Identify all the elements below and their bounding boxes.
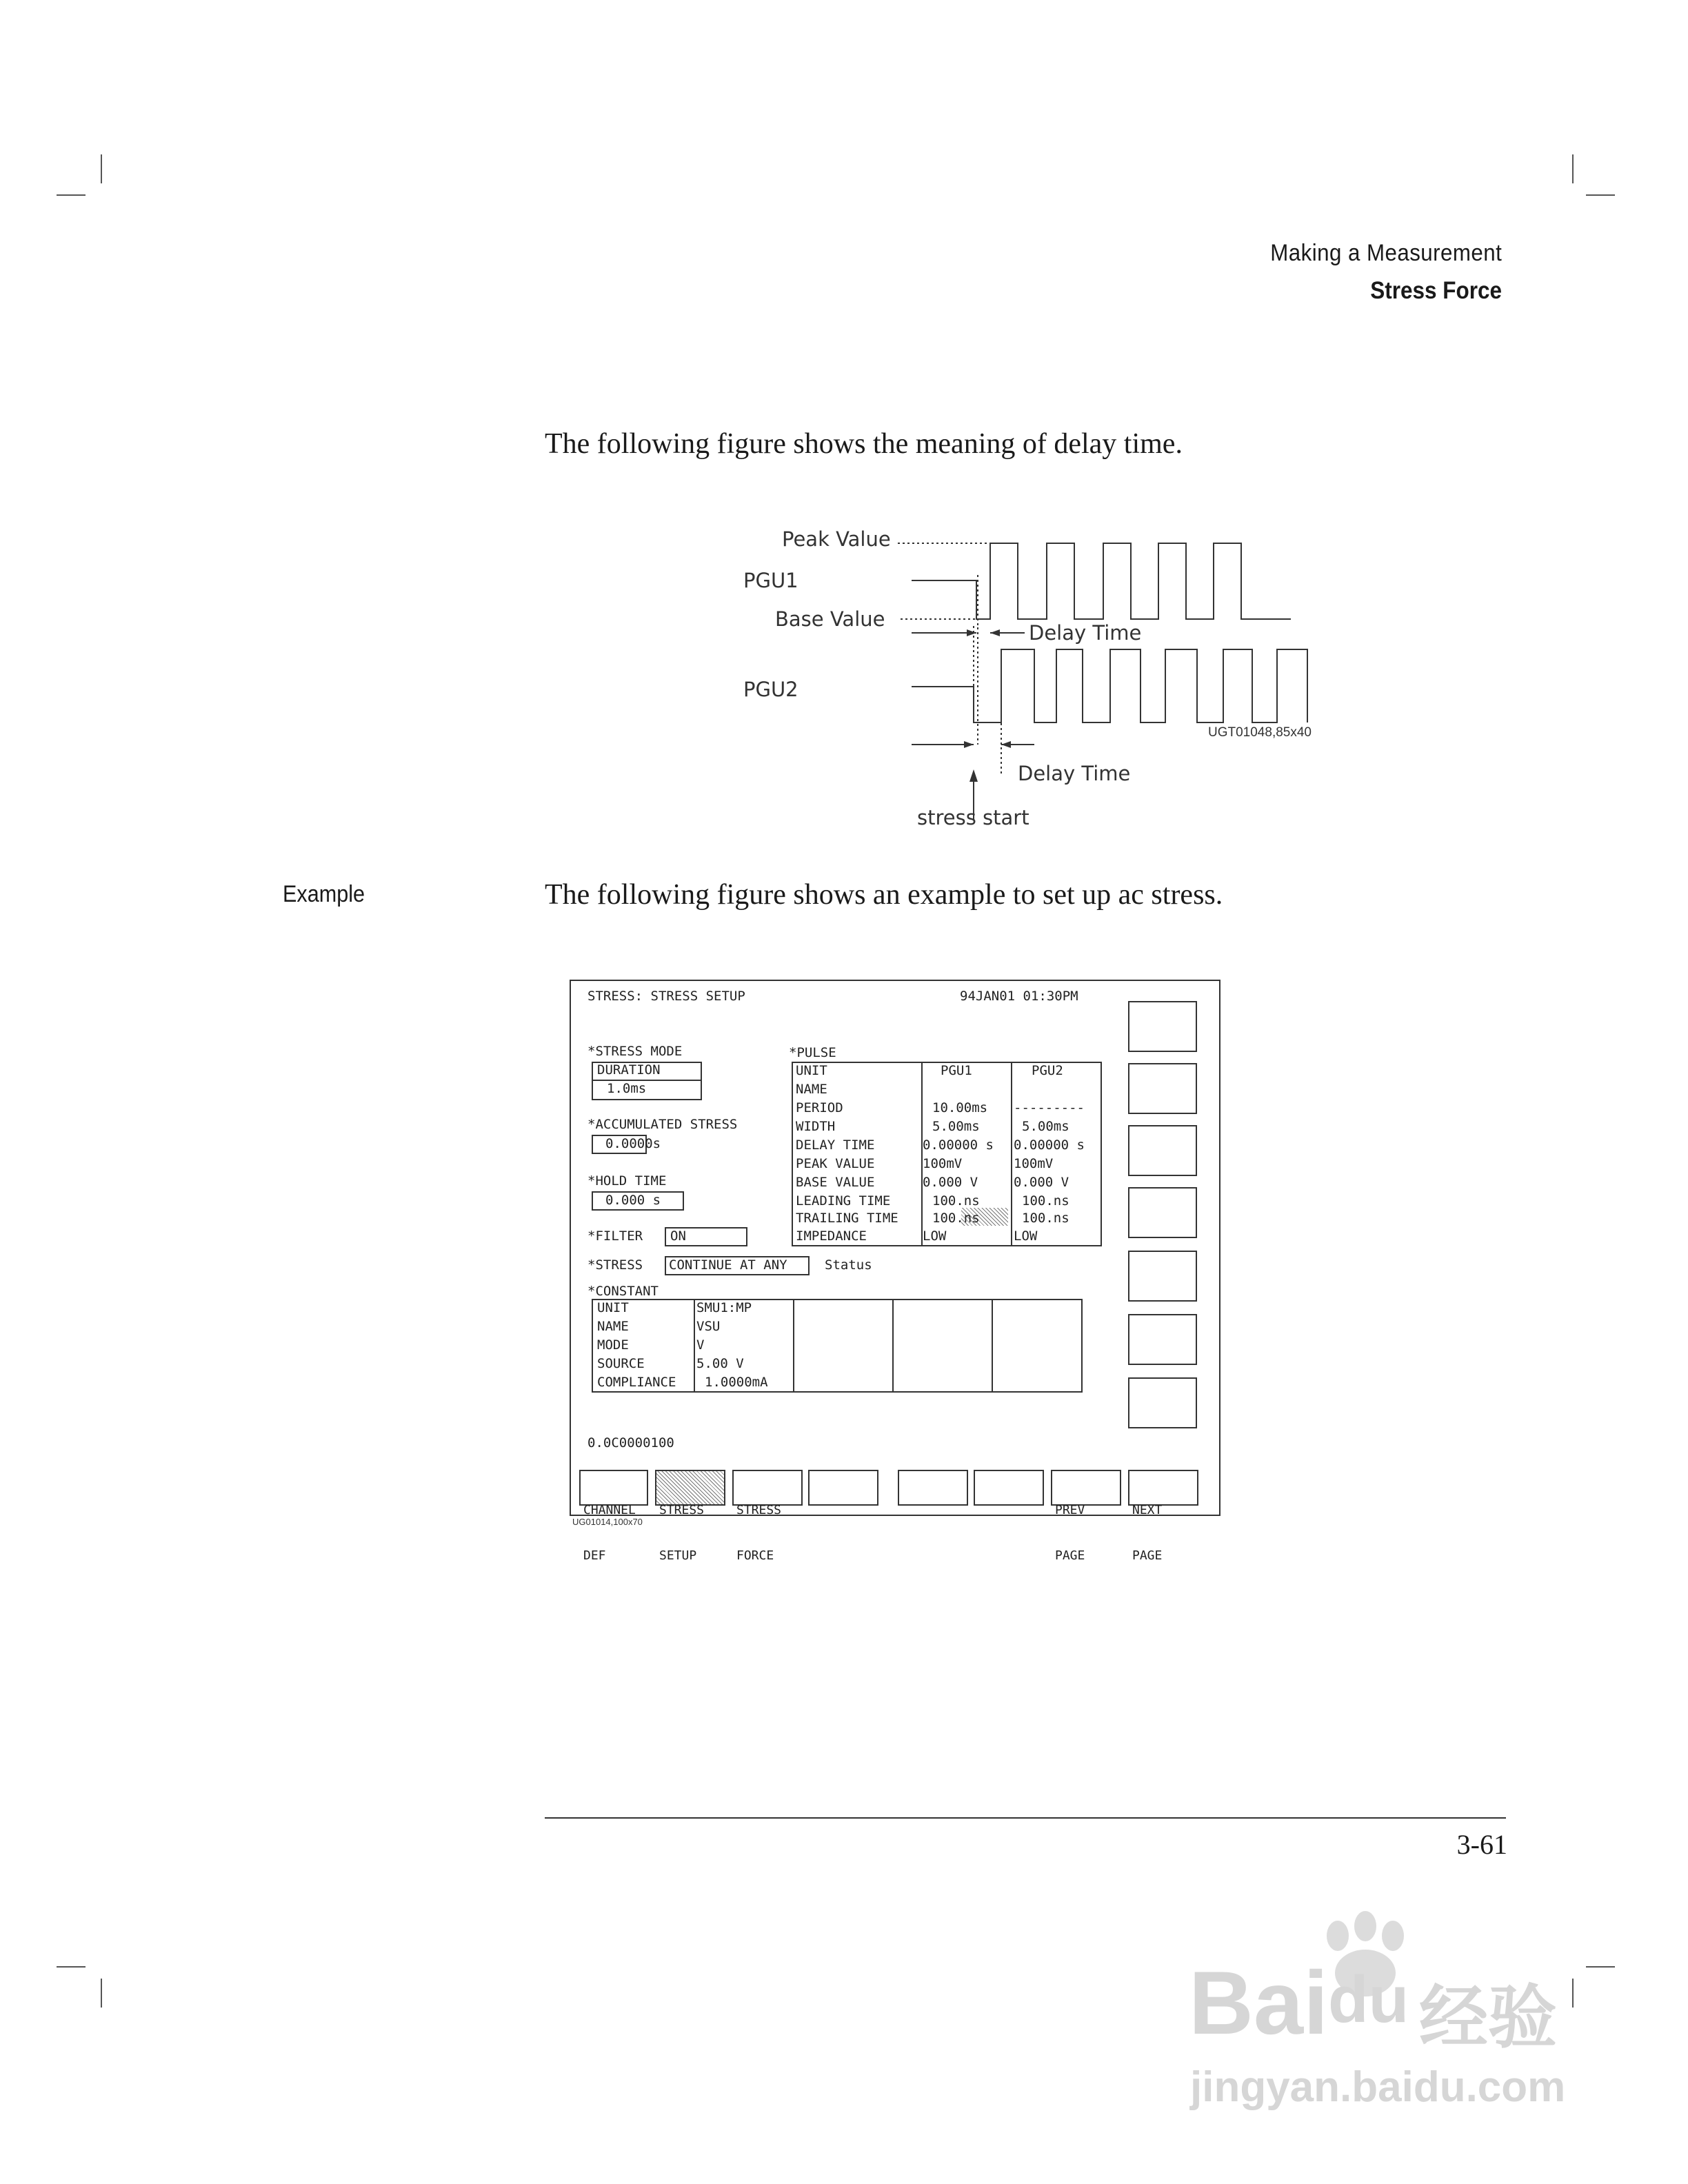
pulse-row-pgu2[interactable]: 100.ns bbox=[1022, 1193, 1069, 1209]
filter-value: ON bbox=[670, 1228, 686, 1244]
constant-row-label: SOURCE bbox=[597, 1356, 645, 1371]
crop-mark-bl-h bbox=[57, 1966, 86, 1968]
filter-label: *FILTER bbox=[587, 1228, 643, 1244]
stress-force-label-1: STRESS bbox=[736, 1503, 782, 1517]
stress-setup-label-2: SETUP bbox=[659, 1548, 697, 1563]
delay-time-diagram bbox=[731, 517, 1324, 841]
stress-setup-label-1: STRESS bbox=[659, 1503, 705, 1517]
crop-mark-tr-h bbox=[1586, 194, 1615, 196]
side-softkey-3[interactable] bbox=[1128, 1125, 1197, 1176]
pgu1-label: PGU1 bbox=[743, 569, 798, 592]
pgu1-waveform bbox=[912, 543, 1291, 619]
prev-page-label-1: PREV bbox=[1055, 1503, 1085, 1517]
stress-setup-softkey[interactable] bbox=[655, 1470, 725, 1563]
screen-figure-id: UG01014,100x70 bbox=[572, 1517, 643, 1527]
pulse-row-pgu1[interactable]: 100mV bbox=[923, 1156, 963, 1171]
pulse-row-pgu2[interactable]: LOW bbox=[1014, 1228, 1038, 1244]
example-intro-paragraph: The following figure shows an example to set up ac stress. bbox=[545, 879, 1223, 911]
stress-force-label-2: FORCE bbox=[736, 1548, 774, 1563]
accumulated-stress-label: *ACCUMULATED STRESS bbox=[587, 1117, 738, 1132]
hold-time-label: *HOLD TIME bbox=[587, 1173, 667, 1189]
crop-mark-bl-v bbox=[101, 1979, 102, 2008]
next-page-label-1: NEXT bbox=[1132, 1503, 1163, 1517]
watermark-chinese: 经验 bbox=[1419, 1977, 1557, 2058]
screen-datetime: 94JAN01 01:30PM bbox=[960, 989, 1078, 1004]
pulse-row-label: TRAILING TIME bbox=[796, 1211, 898, 1226]
constant-row-label: UNIT bbox=[597, 1300, 629, 1315]
pulse-row-pgu2[interactable]: --------- bbox=[1014, 1100, 1085, 1115]
watermark-url: jingyan.baidu.com bbox=[1190, 2063, 1566, 2111]
stress-start-label: stress start bbox=[917, 806, 1029, 829]
input-line[interactable]: 0.0C0000100 bbox=[587, 1435, 674, 1450]
page-number: 3-61 bbox=[1456, 1829, 1507, 1860]
pulse-row-pgu1[interactable]: 100.ns bbox=[932, 1211, 980, 1226]
constant-row-value[interactable]: V bbox=[696, 1337, 705, 1353]
header-section: Making a Measurement bbox=[1269, 240, 1502, 266]
example-label: Example bbox=[283, 881, 365, 907]
pulse-row-pgu1[interactable]: 0.00000 s bbox=[923, 1138, 994, 1153]
pulse-row-label: LEADING TIME bbox=[796, 1193, 891, 1209]
side-softkey-1[interactable] bbox=[1128, 1001, 1197, 1052]
header-subsection: Stress Force bbox=[1370, 277, 1502, 304]
side-softkey-6[interactable] bbox=[1128, 1314, 1197, 1365]
hold-time-value: 0.000 s bbox=[605, 1193, 661, 1208]
pulse-row-label: DELAY TIME bbox=[796, 1138, 875, 1153]
crop-mark-br-h bbox=[1586, 1966, 1615, 1968]
constant-row-value[interactable]: 5.00 V bbox=[696, 1356, 744, 1371]
constant-label: *CONSTANT bbox=[587, 1284, 659, 1299]
blank-softkey-2[interactable] bbox=[898, 1470, 968, 1506]
constant-row-value[interactable]: VSU bbox=[696, 1319, 721, 1334]
channel-def-label-2: DEF bbox=[583, 1548, 606, 1563]
pulse-row-pgu1: PGU1 bbox=[941, 1063, 972, 1078]
diagram-figure-id: UGT01048,85x40 bbox=[1208, 725, 1312, 740]
accumulated-stress-value: 0.0000s bbox=[605, 1136, 661, 1151]
pulse-row-pgu1[interactable]: 100.ns bbox=[932, 1193, 980, 1209]
constant-row-value[interactable]: 1.0000mA bbox=[705, 1375, 768, 1390]
pulse-row-pgu1[interactable]: LOW bbox=[923, 1228, 947, 1244]
next-page-softkey[interactable] bbox=[1128, 1470, 1198, 1563]
stress-value: CONTINUE AT ANY bbox=[669, 1257, 787, 1273]
crop-mark-br-v bbox=[1572, 1979, 1574, 2008]
crop-mark-tl-v bbox=[101, 154, 102, 183]
watermark-brand-2: du bbox=[1328, 1963, 1409, 2036]
pulse-row-pgu2[interactable]: 100.ns bbox=[1022, 1211, 1069, 1226]
pulse-row-pgu1[interactable]: 10.00ms bbox=[932, 1100, 988, 1115]
constant-row-label: MODE bbox=[597, 1337, 629, 1353]
prev-page-softkey[interactable] bbox=[1051, 1470, 1121, 1563]
base-value-label: Base Value bbox=[775, 607, 885, 631]
stress-force-softkey[interactable] bbox=[732, 1470, 803, 1563]
pulse-row-label: WIDTH bbox=[796, 1119, 836, 1134]
blank-softkey-3[interactable] bbox=[974, 1470, 1044, 1506]
pulse-row-pgu2[interactable]: 0.00000 s bbox=[1014, 1138, 1085, 1153]
pulse-row-label: PEAK VALUE bbox=[796, 1156, 875, 1171]
side-softkey-2[interactable] bbox=[1128, 1063, 1197, 1114]
screen-title: STRESS: STRESS SETUP bbox=[587, 989, 745, 1004]
pulse-row-pgu1[interactable]: 5.00ms bbox=[932, 1119, 980, 1134]
constant-row-label: COMPLIANCE bbox=[597, 1375, 676, 1390]
watermark-brand: Bai bbox=[1189, 1952, 1329, 2053]
crop-mark-tl-h bbox=[57, 194, 86, 196]
pgu2-waveform bbox=[912, 649, 1307, 722]
prev-page-label-2: PAGE bbox=[1055, 1548, 1085, 1563]
side-softkey-7[interactable] bbox=[1128, 1377, 1197, 1428]
delay-time-1-label: Delay Time bbox=[1029, 621, 1142, 645]
constant-row-label: NAME bbox=[597, 1319, 629, 1334]
pulse-row-pgu2[interactable]: 100mV bbox=[1014, 1156, 1054, 1171]
stress-mode-label: *STRESS MODE bbox=[587, 1044, 683, 1059]
blank-softkey-1[interactable] bbox=[808, 1470, 878, 1506]
stress-label: *STRESS bbox=[587, 1257, 643, 1273]
peak-value-label: Peak Value bbox=[782, 527, 891, 551]
constant-row-value[interactable]: SMU1:MP bbox=[696, 1300, 752, 1315]
delay-intro-paragraph: The following figure shows the meaning of delay time. bbox=[545, 428, 1183, 460]
channel-def-label-1: CHANNEL bbox=[583, 1503, 636, 1517]
pulse-row-label: UNIT bbox=[796, 1063, 827, 1078]
side-softkey-4[interactable] bbox=[1128, 1187, 1197, 1238]
delay-time-2-label: Delay Time bbox=[1018, 762, 1131, 785]
pulse-row-pgu1[interactable]: 0.000 V bbox=[923, 1175, 978, 1190]
stress-mode-value: DURATION bbox=[597, 1062, 661, 1078]
pulse-row-label: NAME bbox=[796, 1082, 827, 1097]
pulse-label: *PULSE bbox=[789, 1045, 836, 1060]
footer-rule bbox=[545, 1817, 1506, 1819]
crop-mark-tr-v bbox=[1572, 154, 1574, 183]
pulse-row-label: IMPEDANCE bbox=[796, 1228, 867, 1244]
pgu2-label: PGU2 bbox=[743, 678, 798, 701]
duration-value: 1.0ms bbox=[607, 1081, 647, 1096]
stress-status: Status bbox=[825, 1257, 872, 1273]
side-softkey-5[interactable] bbox=[1128, 1251, 1197, 1302]
next-page-label-2: PAGE bbox=[1132, 1548, 1163, 1563]
pulse-row-label: BASE VALUE bbox=[796, 1175, 875, 1190]
pulse-row-pgu2[interactable]: 0.000 V bbox=[1014, 1175, 1069, 1190]
pulse-row-pgu2: PGU2 bbox=[1032, 1063, 1063, 1078]
pulse-row-label: PERIOD bbox=[796, 1100, 843, 1115]
pulse-row-pgu2[interactable]: 5.00ms bbox=[1022, 1119, 1069, 1134]
